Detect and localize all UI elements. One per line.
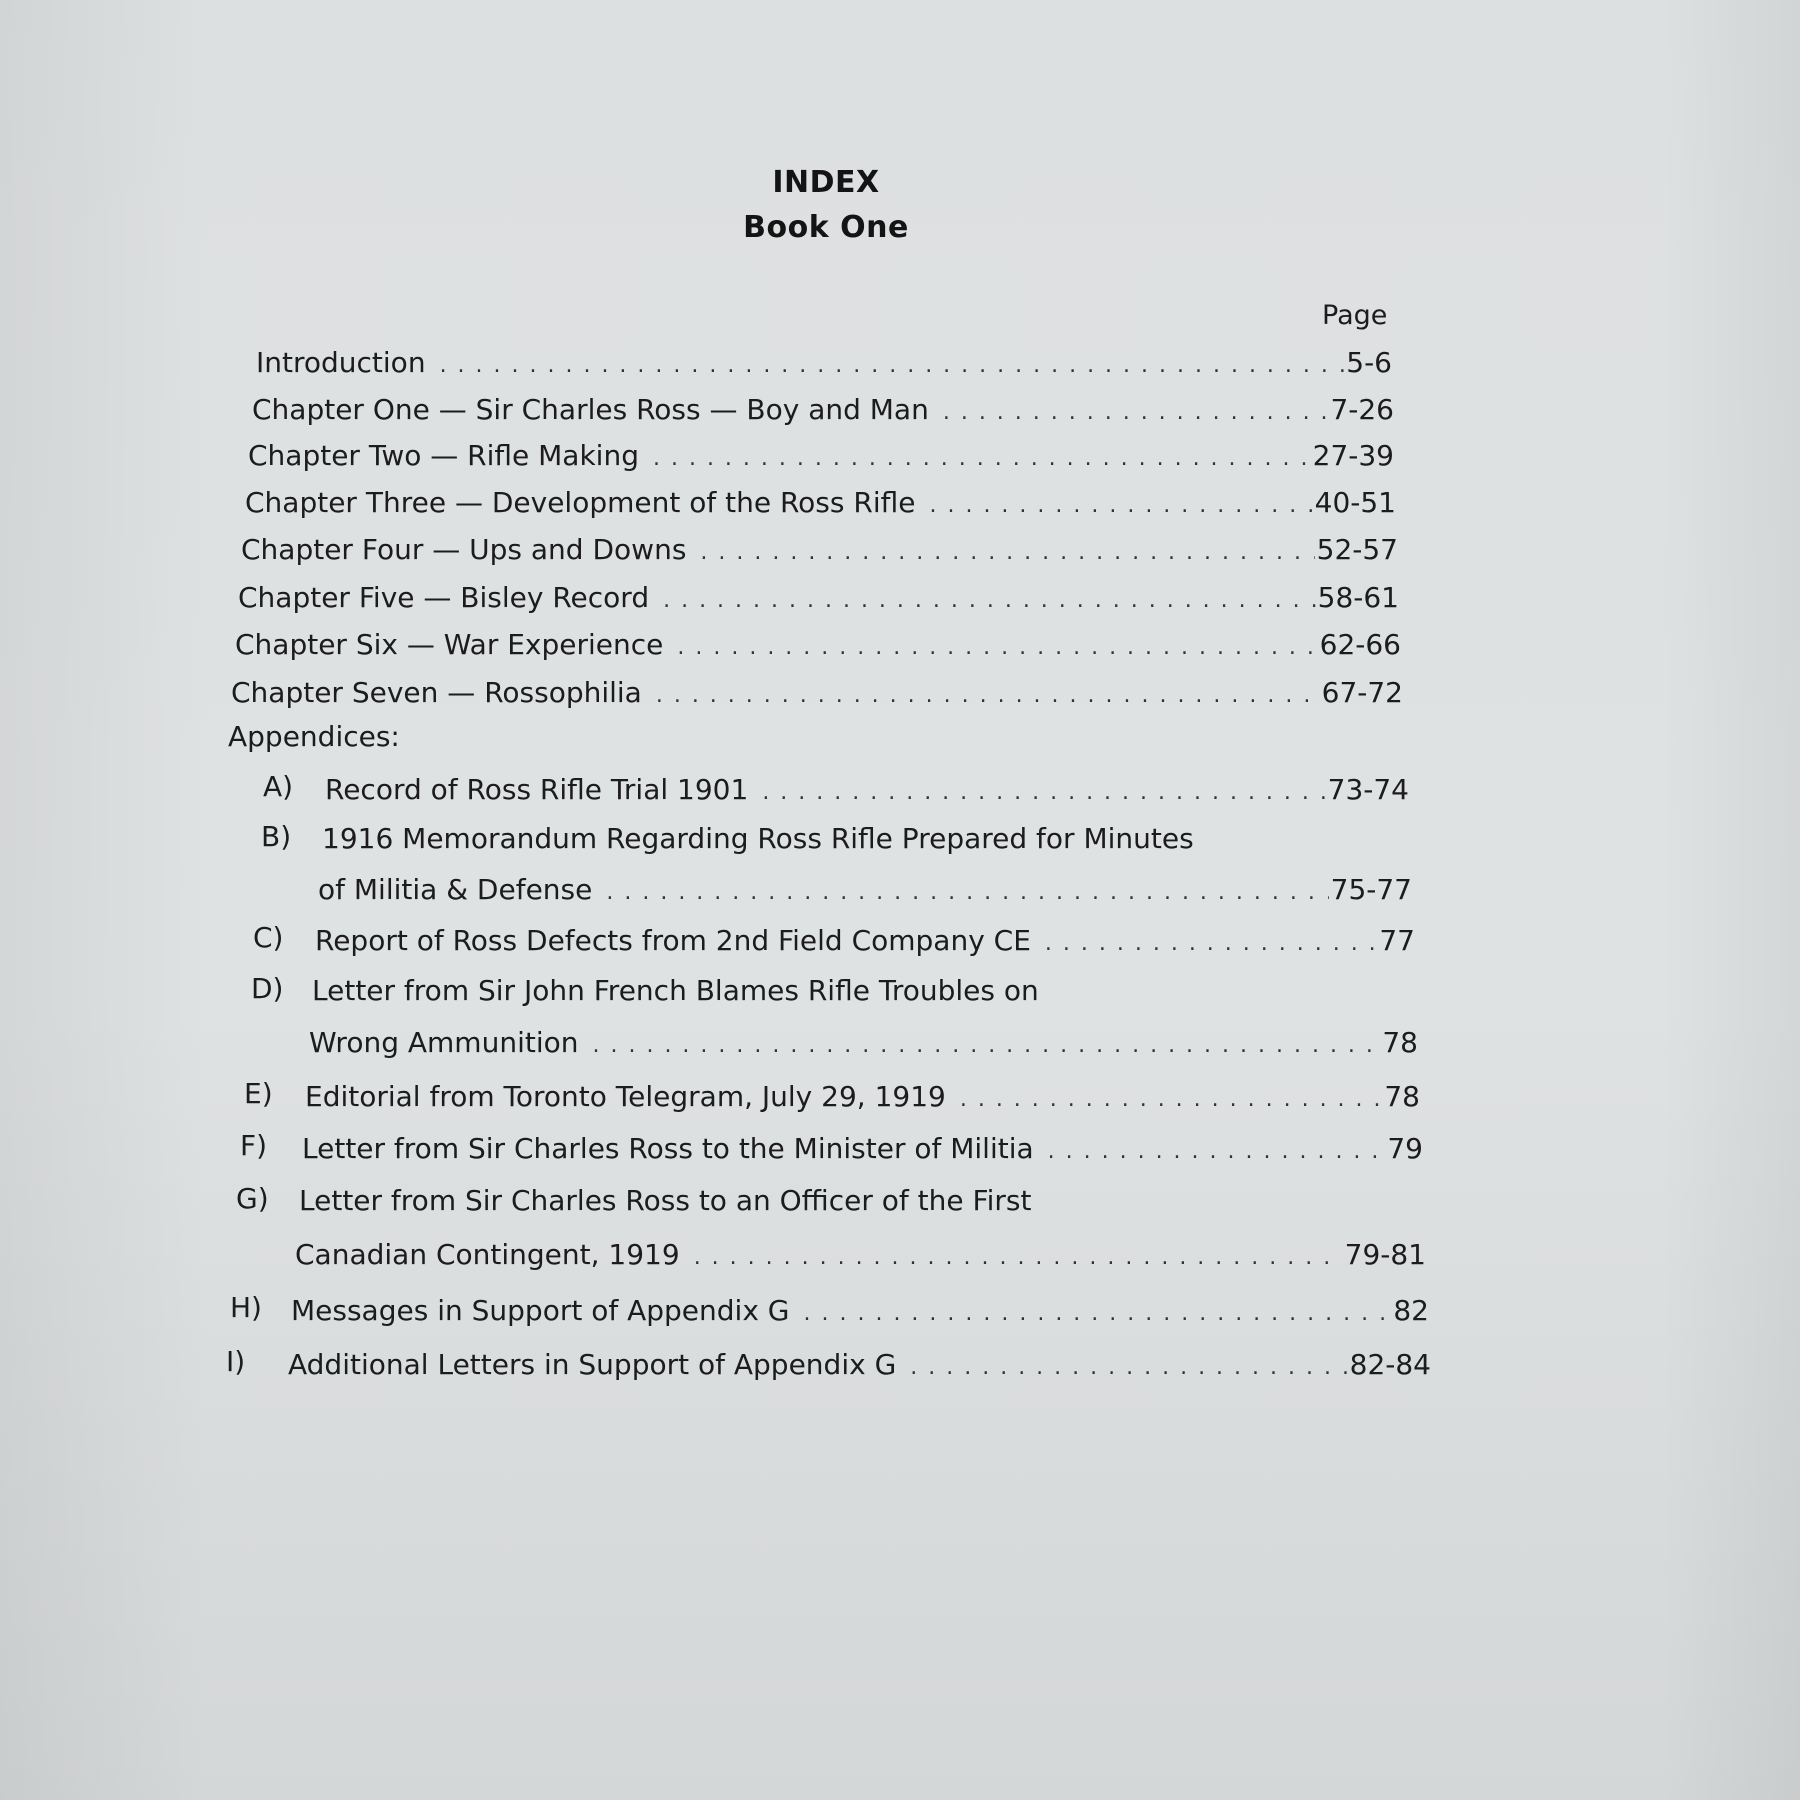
- appendix-letter: H): [230, 1291, 262, 1324]
- index-title: INDEX: [772, 165, 880, 200]
- entry-title: Messages in Support of Appendix G: [291, 1294, 790, 1327]
- entry-title: Chapter Seven — Rossophilia: [231, 676, 642, 709]
- toc-entry-chapter-three: [245, 485, 1396, 524]
- entry-title: Chapter Six — War Experience: [235, 628, 664, 661]
- entry-title: Introduction: [256, 346, 426, 379]
- entry-page: 58-61: [1317, 581, 1399, 614]
- appendix-letter: D): [251, 972, 284, 1005]
- entry-title: Chapter Three — Development of the Ross Rifle: [245, 486, 916, 519]
- toc-entry-appendix-a: [325, 772, 1409, 811]
- page-column-header: Page: [1322, 300, 1388, 331]
- dot-leader: [762, 775, 1325, 811]
- appendix-letter: E): [244, 1077, 273, 1110]
- toc-entry-appendix-d: [309, 1025, 1418, 1064]
- dot-leader: [694, 1240, 1343, 1276]
- dot-leader: [929, 488, 1312, 524]
- entry-page: 5-6: [1346, 346, 1392, 379]
- dot-leader: [910, 1350, 1347, 1386]
- toc-entry-appendix-c: [315, 923, 1415, 962]
- appendix-letter: B): [261, 820, 292, 853]
- entry-title: Record of Ross Rifle Trial 1901: [325, 773, 749, 806]
- dot-leader: [663, 583, 1316, 619]
- entry-title: Chapter One — Sir Charles Ross — Boy and Man: [252, 393, 929, 426]
- entry-page: 27-39: [1312, 439, 1394, 472]
- entry-title-continued: Wrong Ammunition: [309, 1026, 579, 1059]
- entry-page: 82: [1393, 1294, 1429, 1327]
- entry-page: 78: [1384, 1080, 1420, 1113]
- entry-page: 82-84: [1349, 1348, 1431, 1381]
- entry-title-continued: of Militia & Defense: [318, 873, 593, 906]
- entry-page: 73-74: [1327, 773, 1409, 806]
- dot-leader: [653, 441, 1311, 477]
- toc-entry-appendix-i: [288, 1347, 1431, 1386]
- toc-entry-introduction: [256, 345, 1392, 384]
- toc-entry-chapter-six: [235, 627, 1401, 666]
- appendices-label: Appendices:: [228, 720, 400, 753]
- dot-leader: [656, 678, 1320, 714]
- toc-entry-appendix-e: [305, 1079, 1420, 1118]
- entry-title: Letter from Sir Charles Ross to an Officer of the First: [299, 1184, 1032, 1217]
- appendix-letter: G): [236, 1182, 269, 1215]
- entry-page: 79: [1387, 1132, 1423, 1165]
- toc-entry-chapter-five: [238, 580, 1399, 619]
- dot-leader: [943, 395, 1329, 431]
- entry-page: 75-77: [1330, 873, 1412, 906]
- entry-title: Chapter Four — Ups and Downs: [241, 533, 687, 566]
- entry-title: Editorial from Toronto Telegram, July 29, 1919: [305, 1080, 946, 1113]
- entry-page: 7-26: [1330, 393, 1394, 426]
- entry-title: Chapter Five — Bisley Record: [238, 581, 650, 614]
- entry-page: 40-51: [1314, 486, 1396, 519]
- appendix-letter: F): [240, 1129, 268, 1162]
- toc-entry-appendix-g: [295, 1237, 1426, 1276]
- entry-title: Additional Letters in Support of Appendix G: [288, 1348, 897, 1381]
- dot-leader: [593, 1028, 1381, 1064]
- appendix-letter: C): [253, 921, 284, 954]
- entry-page: 67-72: [1321, 676, 1403, 709]
- toc-entry-chapter-one: [252, 392, 1394, 431]
- book-subtitle: Book One: [743, 210, 909, 245]
- dot-leader: [1045, 926, 1377, 962]
- toc-entry-appendix-h: [291, 1293, 1429, 1332]
- toc-entry-appendix-f: [302, 1131, 1423, 1170]
- entry-title: Letter from Sir John French Blames Rifle Troubles on: [312, 974, 1039, 1007]
- toc-entry-chapter-two: [248, 438, 1394, 477]
- dot-leader: [606, 875, 1328, 911]
- dot-leader: [960, 1082, 1383, 1118]
- entry-page: 77: [1379, 924, 1415, 957]
- entry-title: 1916 Memorandum Regarding Ross Rifle Prepared for Minutes: [322, 822, 1194, 855]
- dot-leader: [1048, 1134, 1386, 1170]
- entry-title: Report of Ross Defects from 2nd Field Company CE: [315, 924, 1031, 957]
- appendix-letter: A): [263, 770, 294, 803]
- entry-title: Letter from Sir Charles Ross to the Minister of Militia: [302, 1132, 1034, 1165]
- dot-leader: [677, 630, 1317, 666]
- dot-leader: [700, 535, 1314, 571]
- toc-entry-appendix-b: [318, 872, 1412, 911]
- entry-page: 79-81: [1344, 1238, 1426, 1271]
- entry-title: Chapter Two — Rifle Making: [248, 439, 639, 472]
- dot-leader: [804, 1296, 1392, 1332]
- entry-page: 78: [1382, 1026, 1418, 1059]
- appendix-letter: I): [226, 1345, 246, 1378]
- entry-title-continued: Canadian Contingent, 1919: [295, 1238, 680, 1271]
- entry-page: 62-66: [1319, 628, 1401, 661]
- toc-entry-chapter-four: [241, 532, 1398, 571]
- toc-entry-chapter-seven: [231, 675, 1403, 714]
- dot-leader: [440, 348, 1345, 384]
- entry-page: 52-57: [1316, 533, 1398, 566]
